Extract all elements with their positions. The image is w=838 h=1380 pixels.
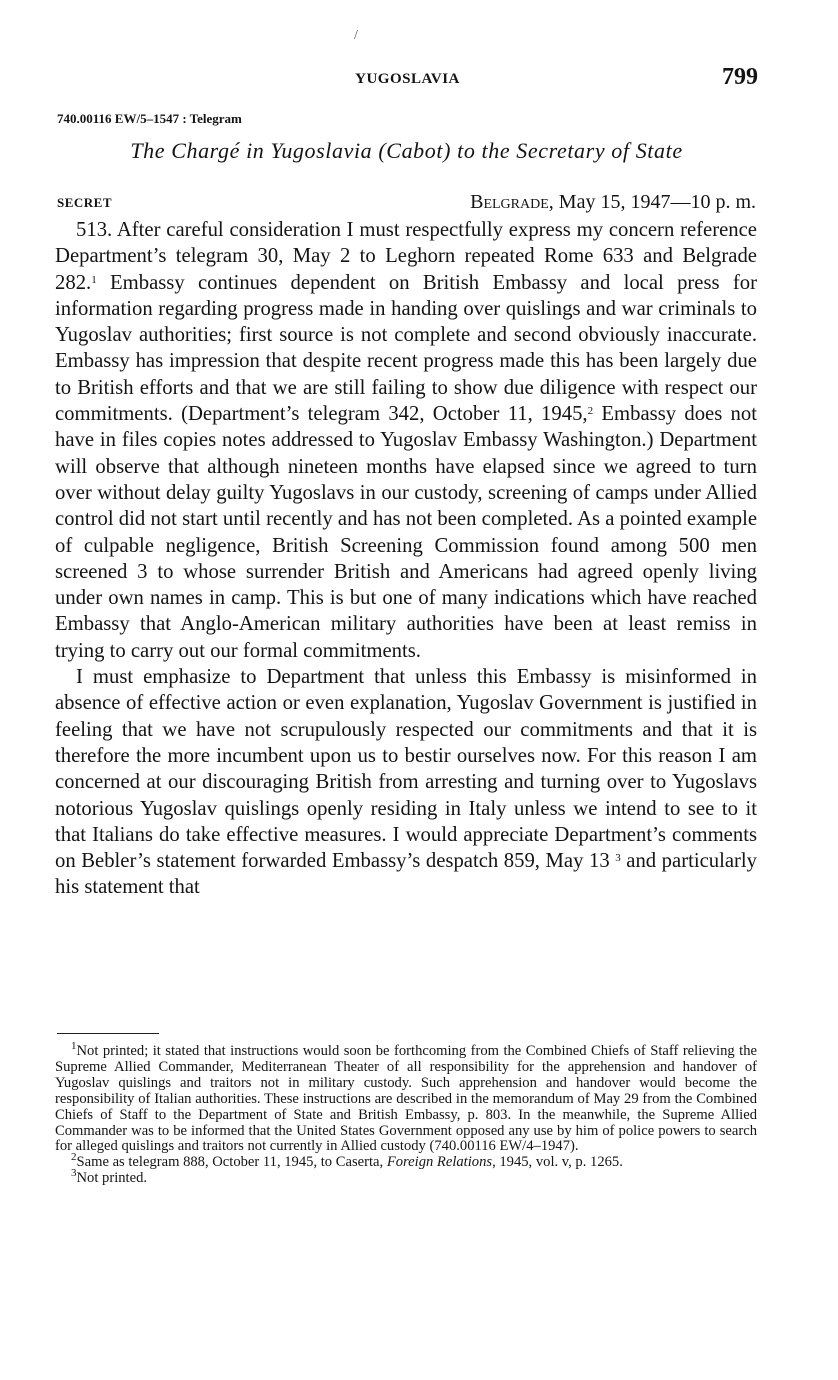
place-and-date [470, 191, 756, 214]
footnote-2-title: Foreign Relations [386, 1154, 493, 1171]
margin-mark: / [354, 28, 358, 43]
classification: SECRET [57, 195, 113, 210]
page-number: 799 [722, 64, 758, 90]
file-reference: 740.00116 EW/5–1547 : Telegram [57, 111, 242, 126]
paragraph-2-part-b: and particularly his statement that [55, 850, 758, 899]
paragraph-1-part-c: Embassy does not have in files copies notes addressed to Yugoslav Embassy Washington.) Department will observe that although nineteen months have elapsed since we agreed to turn over without delay guilty Yugoslavs in our custody, screening of camps under Allied control did not start until recently and has not been completed. As a pointed example of culpable negligence, British Screening Commission found among 500 men screened 3 to whose surrender British and Americans had agreed openly living under own names in camp. This is but one of many indications which have reached Embassy that Anglo-American military authorities have been at least remiss in trying to carry out our formal commitments. [55, 403, 757, 662]
place: Belgrade [470, 191, 549, 213]
dateline [57, 191, 756, 217]
footnote-ref-1: 1 [91, 273, 97, 286]
footnote-divider [57, 1033, 159, 1034]
paragraph-2 [55, 664, 757, 901]
document-title: The Chargé in Yugoslavia (Cabot) to the Secretary of State [130, 138, 683, 163]
footnote-2 [55, 1151, 757, 1171]
footnote-1-mark: 1 [71, 1040, 77, 1052]
paragraph-1-part-b: Embassy continues dependent on British Embassy and local press for information regarding progress made in handing over quislings and war criminals to Yugoslav authorities; first source is not complete and second obviously inaccurate. Embassy has impression that despite recent progress made this has been largely due to British efforts and that we are still failing to show due diligence with respect our commitments. (Department’s telegram 342, October 11, 1945, [55, 271, 757, 426]
paragraph-1 [55, 217, 757, 664]
footnote-ref-3: 3 [615, 852, 621, 865]
paragraph-1-part-a: 513. After careful consideration I must respectfully express my concern reference Department’s telegram 30, May 2 to Leghorn repeated Rome 633 and Belgrade 282. [55, 219, 757, 294]
footnote-2-text-a: Same as telegram 888, October 11, 1945, to Caserta, [76, 1154, 387, 1171]
footnote-2-text-b: , 1945, vol. v, p. 1265. [492, 1154, 623, 1171]
date: , May 15, 1947—10 p. m. [548, 191, 756, 213]
telegram-body [55, 217, 757, 901]
footnote-ref-2: 2 [587, 405, 594, 418]
footnote-1-text: Not printed; it stated that instructions would soon be forthcoming from the Combined Chiefs of Staff relieving the Supreme Allied Commander, Mediterranean Theater of all responsibility for the apprehension and handover of Yugoslav quislings and traitors not in military custody. Such apprehension and handover would become the responsibility of Italian authorities. These instructions are described in the memorandum of May 29 from the Combined Chiefs of Staff to the Department of State and British Embassy, p. 803. In the meanwhile, the Supreme Allied Commander was to be informed that the United States Government opposed any use by him of police powers to search for alleged quislings and traitors not currently in Allied custody (740.00116 EW/4–1947). [55, 1043, 757, 1155]
footnote-2-mark: 2 [71, 1151, 77, 1164]
running-head [57, 66, 758, 96]
running-title: YUGOSLAVIA [355, 71, 460, 87]
footnotes [55, 1040, 757, 1187]
footnote-3-text: Not printed. [76, 1170, 148, 1187]
footnote-3-mark: 3 [71, 1167, 77, 1180]
footnote-1 [55, 1040, 757, 1155]
footnote-3 [55, 1167, 757, 1187]
paragraph-2-part-a: I must emphasize to Department that unless this Embassy is misinformed in absence of effective action or even explanation, Yugoslav Government is justified in feeling that we have not scrupulously respected our commitments and that it is therefore the more incumbent upon us to bestir ourselves now. For this reason I am concerned at our discouraging British from arresting and turning over to Yugoslavs notorious Yugoslav quislings openly residing in Italy unless we intend to see to it that Italians do take effective measures. I would appreciate Department’s comments on Bebler’s statement forwarded Embassy’s despatch 859, May 13 [55, 666, 757, 873]
